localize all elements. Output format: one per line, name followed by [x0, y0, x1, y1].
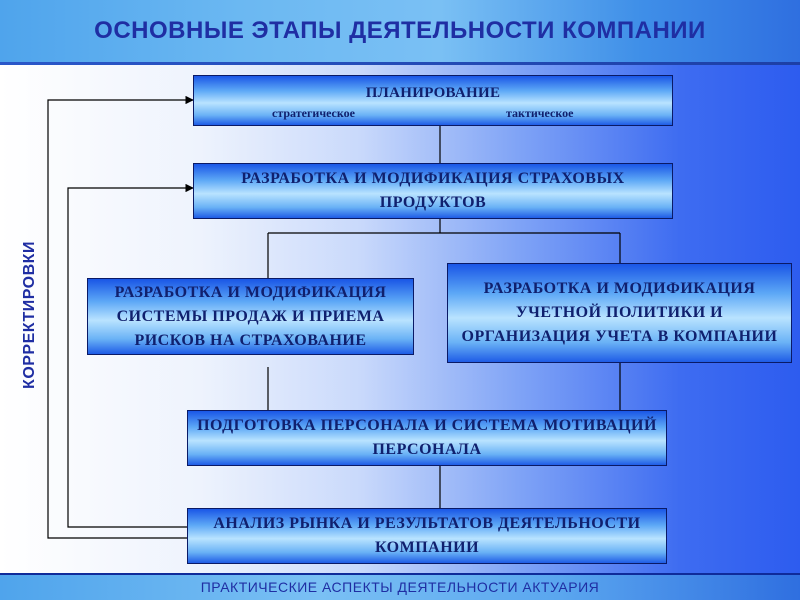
- planning-title: ПЛАНИРОВАНИЕ: [365, 85, 501, 101]
- accounting-text: РАЗРАБОТКА И МОДИФИКАЦИЯ УЧЕТНОЙ ПОЛИТИКИ И ОРГАНИЗАЦИЯ УЧЕТА В КОМПАНИИ: [461, 280, 778, 345]
- footer-text: ПРАКТИЧЕСКИЕ АСПЕКТЫ ДЕЯТЕЛЬНОСТИ АКТУАРИЯ: [200, 579, 600, 595]
- planning-tactical-label: тактическое: [506, 106, 574, 120]
- sales-text: РАЗРАБОТКА И МОДИФИКАЦИЯ СИСТЕМЫ ПРОДАЖ И ПРИЕМА РИСКОВ НА СТРАХОВАНИЕ: [114, 283, 387, 349]
- products-text: РАЗРАБОТКА И МОДИФИКАЦИЯ СТРАХОВЫХ ПРОДУКТОВ: [241, 170, 625, 211]
- products-box: [193, 163, 673, 219]
- feedback-arrow-products: [68, 188, 193, 527]
- personnel-box: [187, 410, 667, 466]
- corrections-label: КОРРЕКТИРОВКИ: [21, 241, 38, 389]
- planning-box: [193, 75, 673, 126]
- planning-strategic-label: стратегическое: [272, 106, 355, 120]
- sales-box: [87, 278, 414, 355]
- analysis-text: АНАЛИЗ РЫНКА И РЕЗУЛЬТАТОВ ДЕЯТЕЛЬНОСТИ КОМПАНИИ: [213, 515, 641, 556]
- analysis-box: [187, 508, 667, 564]
- slide-title: ОСНОВНЫЕ ЭТАПЫ ДЕЯТЕЛЬНОСТИ КОМПАНИИ: [94, 17, 706, 44]
- personnel-text: ПОДГОТОВКА ПЕРСОНАЛА И СИСТЕМА МОТИВАЦИЙ ПЕРСОНАЛА: [197, 417, 657, 458]
- accounting-box: [447, 263, 792, 363]
